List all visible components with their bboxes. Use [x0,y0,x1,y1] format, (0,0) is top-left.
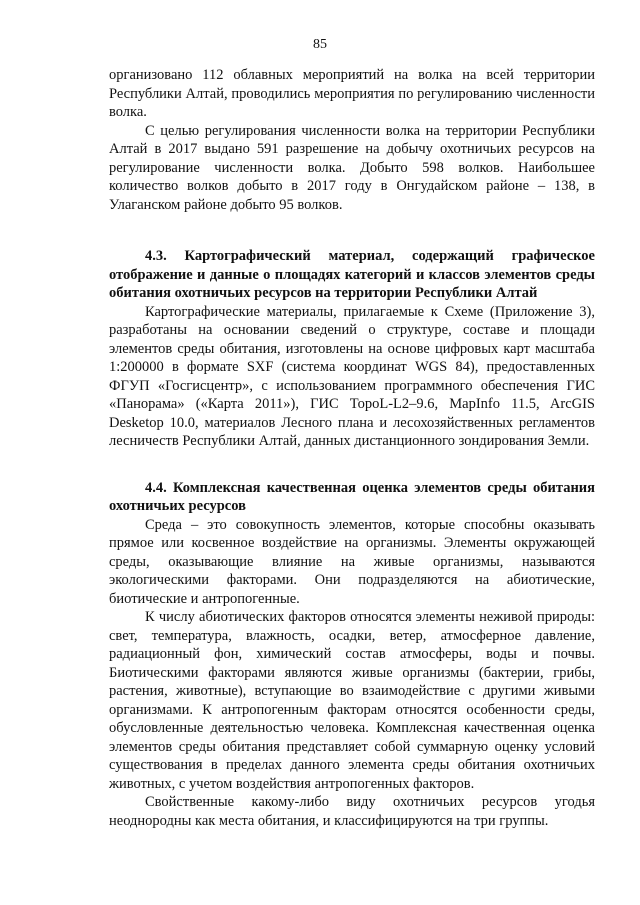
section-4-4-paragraph-3: Свойственные какому-либо виду охотничьих ресурсов угодья неоднородны как места обитания, и классифицируются на три группы. [109,794,595,829]
section-4-4-heading: 4.4. Комплексная качественная оценка элементов среды обитания охотничьих ресурсов [109,479,595,514]
section-4-3-heading: 4.3. Картографический материал, содержащий графическое отображение и данные о площадях категорий и классов элементов среды обитания охотничьих ресурсов на территории Республики Алтай [109,248,595,301]
intro-paragraph-2: С целью регулирования численности волка на территории Республики Алтай в 2017 выдано 591 разрешение на добычу охотничьих ресурсов на регулирование численности волка. Добыто 598 волков. Наибольшее количество волков добыто в 2017 году в Онгудайском районе – 138, в Улаганском районе добыто 95 волков. [109,122,595,213]
section-gap [109,214,595,247]
section-4-4-paragraph-1: Среда – это совокупность элементов, которые способны оказывать прямое или косвенное воздействие на организмы. Элементы окружающей среды, оказывающие влияние на живые организмы, называются экологическими факторами. Они подразделяются на абиотические, биотические и антропогенные. [109,516,595,607]
intro-paragraph-1: организовано 112 облавных мероприятий на волка на всей территории Республики Алтай, проводились мероприятия по регулированию численности волка. [109,67,595,120]
section-4-3-paragraph: Картографические материалы, прилагаемые к Схеме (Приложение 3), разработаны на основании сведений о структуре, составе и площади элементов среды обитания, изготовлены на основе цифровых карт масштаба 1:200000 в формате SXF (система координат WGS 84), предоставленных ФГУП «Госгисцентр», с использованием программного обеспечения ГИС «Панорама» («Карта 2011»), ГИС TopoL-L2–9.6, MapInfo 11.5, ArcGIS Desketop 10.0, материалов Лесного плана и лесохозяйственных регламентов лесничеств Республики Алтай, данных дистанционного зондирования Земли. [109,303,595,449]
document-body [109,66,595,830]
page-number: 85 [313,37,327,52]
section-4-4-paragraph-2: К числу абиотических факторов относятся элементы неживой природы: свет, температура, влажность, осадки, ветер, атмосферное давление, радиационный фон, химический состав атмосферы, воды и почвы. Биотическими факторами являются живые организмы (бактерии, грибы, растения, животные), вступающие во взаимодействие с другими живыми организмами. К антропогенным факторам относятся особенности среды, обусловленные деятельностью человека. Комплексная качественная оценка элементов среды обитания представляет собой суммарную оценку условий существования в пределах данного элемента среды обитания охотничьих животных, с учетом воздействия антропогенных факторов. [109,609,595,792]
section-gap [109,451,595,479]
